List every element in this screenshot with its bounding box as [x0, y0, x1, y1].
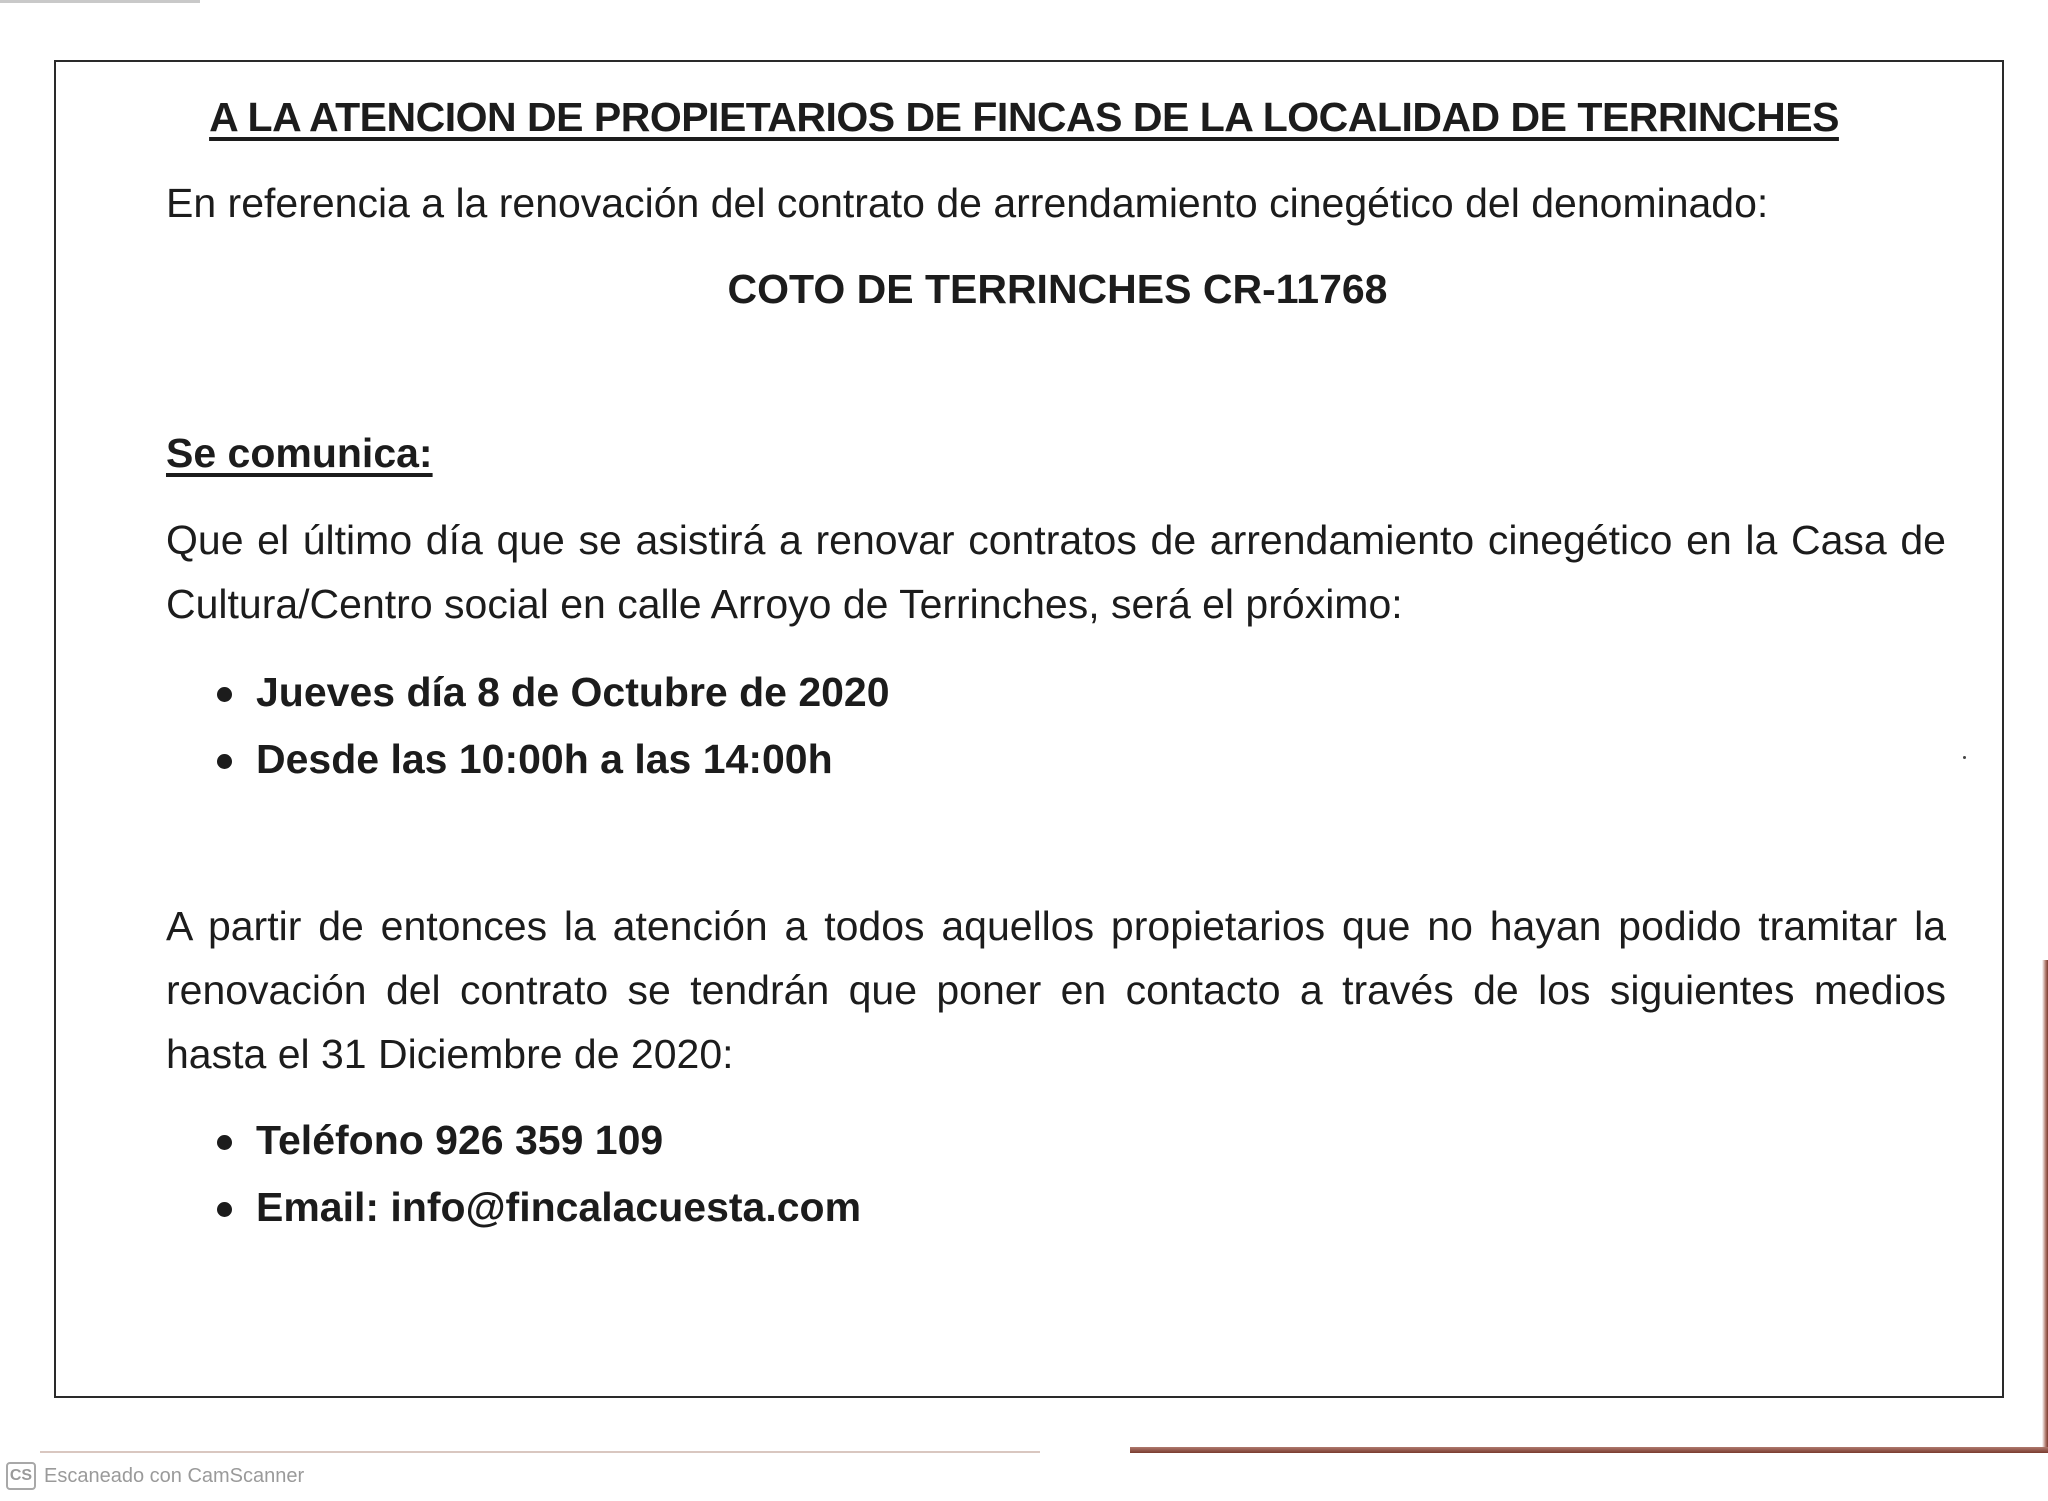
list-item: [0, 1107, 861, 1174]
scan-edge-right: [2042, 960, 2048, 1450]
intro-text: En referencia a la renovación del contrato de arrendamiento cinegético del denominado:: [166, 180, 1769, 226]
paragraph-last-day: Que el último día que se asistirá a renovar contratos de arrendamiento cinegético en la Casa de Cultura/Centro social en calle Arroyo de Terrinches, será el próximo:: [166, 517, 1946, 627]
coto-name: COTO DE TERRINCHES CR-11768: [727, 266, 1388, 312]
camscanner-watermark: [6, 1462, 304, 1490]
list-item: [0, 659, 890, 726]
watermark-text: Escaneado con CamScanner: [44, 1464, 305, 1487]
scan-edge-top: [0, 0, 200, 3]
scan-edge-bottom: [1130, 1447, 2048, 1453]
contact-email: Email: info@fincalacuesta.com: [256, 1184, 862, 1230]
bullet-icon: [217, 1202, 232, 1217]
schedule-hours: Desde las 10:00h a las 14:00h: [256, 736, 833, 782]
bullet-icon: [217, 687, 232, 702]
schedule-list: [0, 659, 890, 793]
notice-title: A LA ATENCION DE PROPIETARIOS DE FINCAS DE LA LOCALIDAD DE TERRINCHES: [209, 94, 1839, 140]
scan-edge-bottom-left: [40, 1451, 1040, 1453]
scan-speck: [1963, 756, 1966, 759]
bullet-icon: [217, 754, 232, 769]
schedule-date: Jueves día 8 de Octubre de 2020: [256, 669, 890, 715]
paragraph-contact-info: A partir de entonces la atención a todos aquellos propietarios que no hayan podido tramitar la renovación del contrato se tendrán que poner en contacto a través de los siguientes medios hasta el 31 Diciembre de 2020:: [166, 903, 1946, 1077]
camscanner-logo-icon: CS: [6, 1462, 36, 1490]
contact-phone: Teléfono 926 359 109: [256, 1117, 664, 1163]
list-item: [0, 1174, 861, 1241]
contact-list: [0, 1107, 861, 1241]
comunica-heading: Se comunica:: [166, 430, 433, 476]
bullet-icon: [217, 1135, 232, 1150]
list-item: [0, 726, 890, 793]
